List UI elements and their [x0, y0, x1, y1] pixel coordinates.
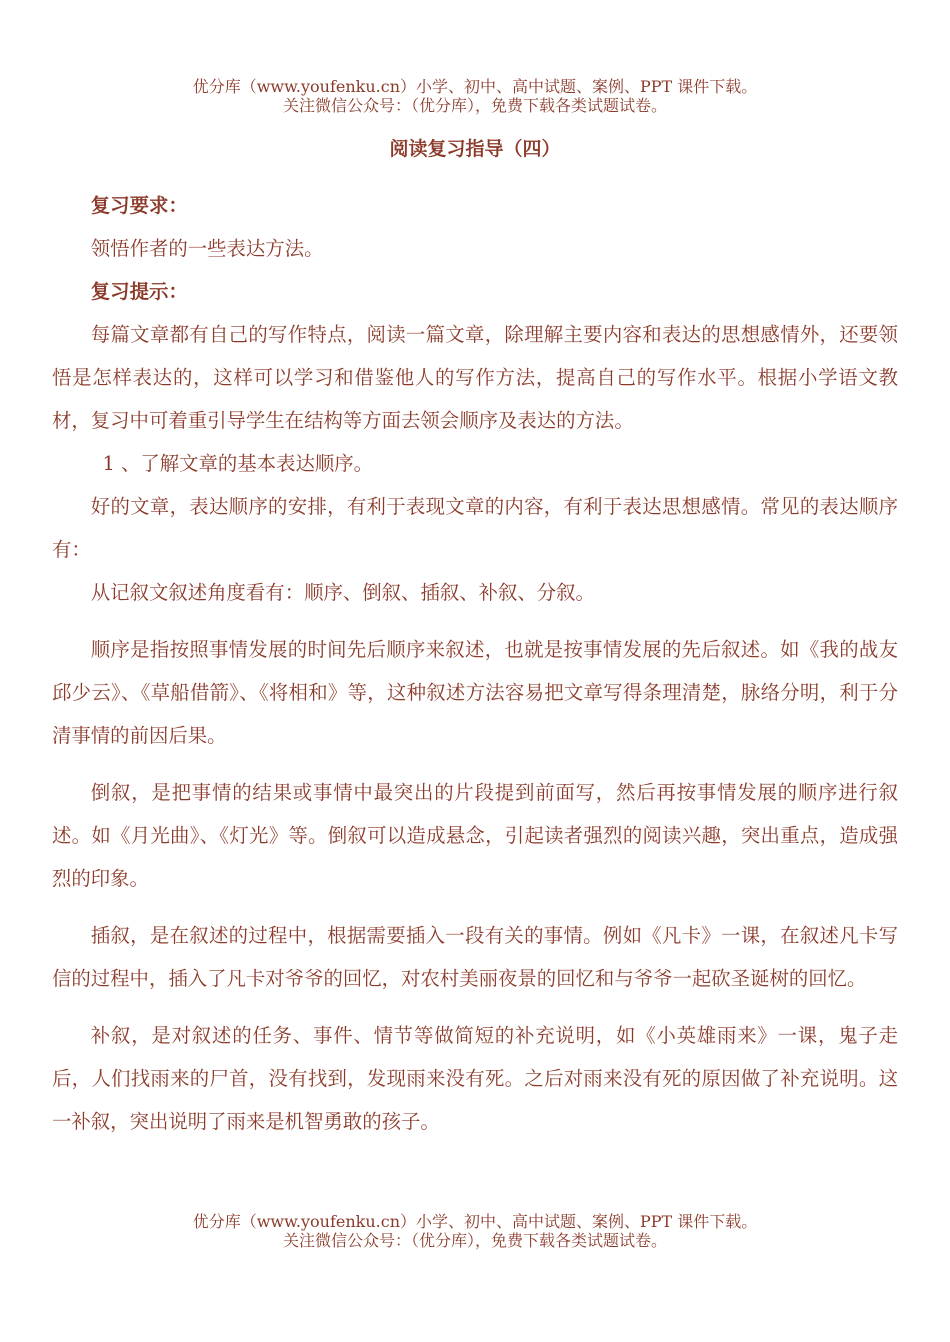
- header-line-2: 关注微信公众号：（优分库），免费下载各类试题试卷。: [282, 96, 667, 115]
- chaxu-paragraph: 插叙，是在叙述的过程中，根据需要插入一段有关的事情。例如《凡卡》一课，在叙述凡卡写信的过程中，插入了凡卡对爷爷的回忆，对农村美丽夜景的回忆和与爷爷一起砍圣诞树的回忆。: [52, 924, 898, 990]
- page-header: [0, 77, 950, 115]
- shunxu-paragraph: 顺序是指按照事情发展的时间先后顺序来叙述，也就是按事情发展的先后叙述。如《我的战友邱少云》、《草船借箭》、《将相和》等，这种叙述方法容易把文章写得条理清楚，脉络分明，利于分清事情的前因后果。: [52, 638, 898, 747]
- header-line-1: 优分库（www.youfenku.cn）小学、初中、高中试题、案例、PPT 课件下载。: [192, 77, 758, 96]
- tips-heading: 复习提示：: [90, 280, 188, 303]
- footer-line-1: 优分库（www.youfenku.cn）小学、初中、高中试题、案例、PPT 课件下载。: [192, 1212, 758, 1231]
- buxu-paragraph: 补叙，是对叙述的任务、事件、情节等做简短的补充说明，如《小英雄雨来》一课，鬼子走后，人们找雨来的尸首，没有找到，发现雨来没有死。之后对雨来没有死的原因做了补充说明。这一补叙，突出说明了雨来是机智勇敢的孩子。: [52, 1024, 898, 1133]
- requirement-heading: 复习要求：: [90, 194, 188, 217]
- point-1-intro: 好的文章，表达顺序的安排，有利于表现文章的内容，有利于表达思想感情。常见的表达顺序有：: [52, 495, 898, 561]
- footer-line-2: 关注微信公众号：（优分库），免费下载各类试题试卷。: [282, 1231, 667, 1250]
- daoxu-paragraph: 倒叙，是把事情的结果或事情中最突出的片段提到前面写，然后再按事情发展的顺序进行叙述。如《月光曲》、《灯光》等。倒叙可以造成悬念，引起读者强烈的阅读兴趣，突出重点，造成强烈的印象。: [52, 781, 898, 890]
- narrative-types: 从记叙文叙述角度看有：顺序、倒叙、插叙、补叙、分叙。: [90, 581, 595, 604]
- tips-paragraph: 每篇文章都有自己的写作特点，阅读一篇文章，除理解主要内容和表达的思想感情外，还要领悟是怎样表达的，这样可以学习和借鉴他人的写作方法，提高自己的写作水平。根据小学语文教材，复习中可着重引导学生在结构等方面去领会顺序及表达的方法。: [52, 323, 898, 432]
- point-1-heading: 1 、了解文章的基本表达顺序。: [102, 452, 374, 475]
- document-body: [52, 184, 898, 1143]
- page-title: 阅读复习指导（四）: [389, 138, 561, 160]
- page-footer: [0, 1212, 950, 1250]
- requirement-text: 领悟作者的一些表达方法。: [90, 237, 324, 260]
